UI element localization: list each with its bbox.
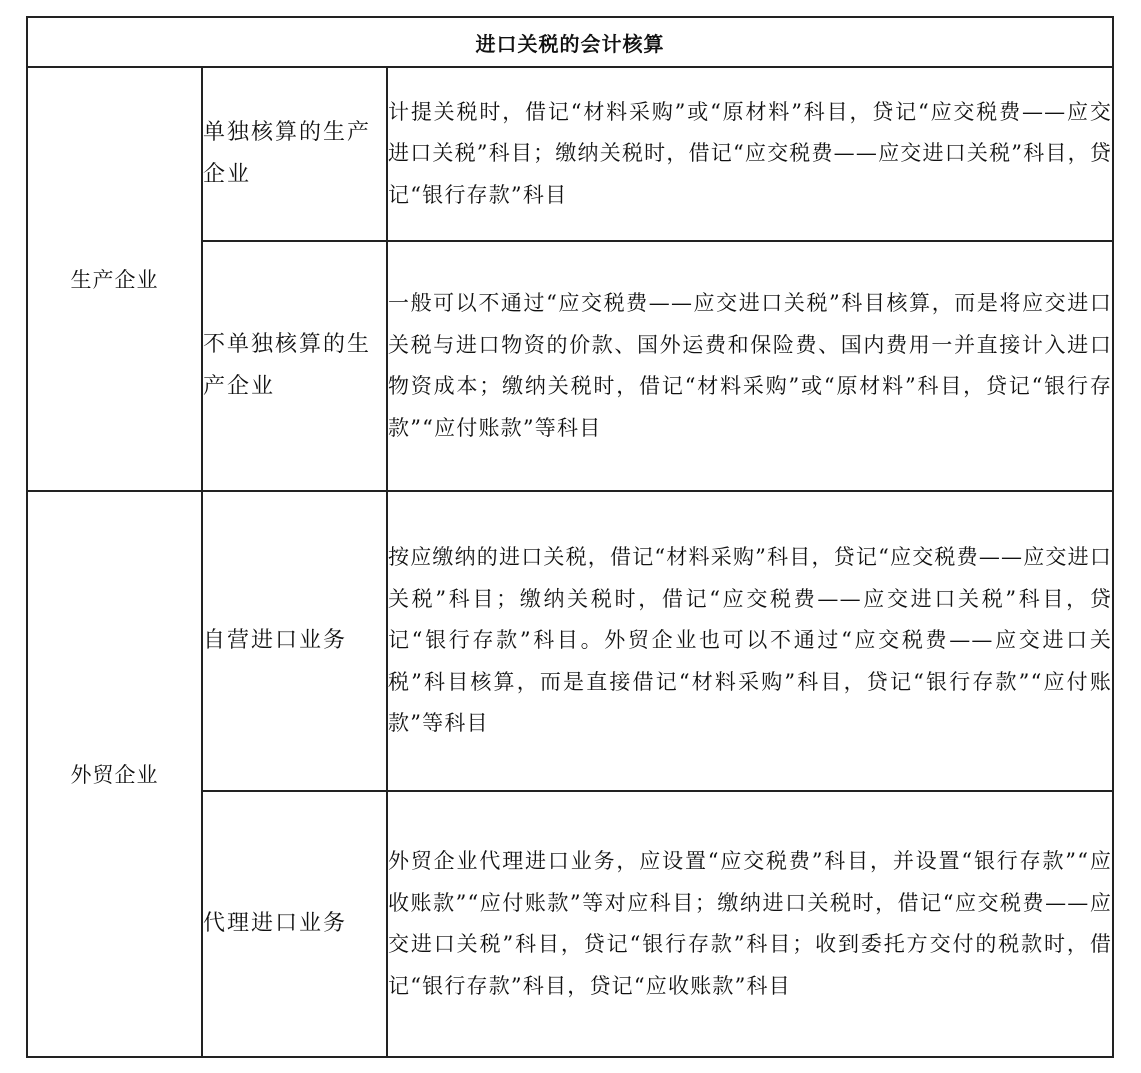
description-agency-import: 外贸企业代理进口业务，应设置“应交税费”科目，并设置“银行存款”“应收账款”“应付账款”等对应科目；缴纳进口关税时，借记“应交税费——应交进口关税”科目，贷记“银行存款”科目；收到委托方交付的税款时，借记“银行存款”科目，贷记“应收账款”科目 <box>387 791 1113 1057</box>
subtype-non-separate-accounting: 不单独核算的生产企业 <box>202 241 387 491</box>
subtype-separate-accounting: 单独核算的生产企业 <box>202 67 387 241</box>
category-foreign-trade-enterprise: 外贸企业 <box>27 491 202 1057</box>
description-self-operated-import: 按应缴纳的进口关税，借记“材料采购”科目，贷记“应交税费——应交进口关税”科目；缴纳关税时，借记“应交税费——应交进口关税”科目，贷记“银行存款”科目。外贸企业也可以不通过“应交税费——应交进口关税”科目核算，而是直接借记“材料采购”科目，贷记“银行存款”“应付账款”等科目 <box>387 491 1113 791</box>
category-production-enterprise: 生产企业 <box>27 67 202 491</box>
import-tariff-accounting-table <box>26 16 1114 1058</box>
subtype-agency-import: 代理进口业务 <box>202 791 387 1057</box>
description-non-separate-accounting: 一般可以不通过“应交税费——应交进口关税”科目核算，而是将应交进口关税与进口物资的价款、国外运费和保险费、国内费用一并直接计入进口物资成本；缴纳关税时，借记“材料采购”或“原材料”科目，贷记“银行存款”“应付账款”等科目 <box>387 241 1113 491</box>
table-title-row <box>27 17 1113 67</box>
description-separate-accounting: 计提关税时，借记“材料采购”或“原材料”科目，贷记“应交税费——应交进口关税”科目；缴纳关税时，借记“应交税费——应交进口关税”科目，贷记“银行存款”科目 <box>387 67 1113 241</box>
import-tariff-table-container <box>26 16 1112 1058</box>
table-row <box>27 67 1113 241</box>
subtype-self-operated-import: 自营进口业务 <box>202 491 387 791</box>
table-row <box>27 491 1113 791</box>
table-title: 进口关税的会计核算 <box>27 17 1113 67</box>
